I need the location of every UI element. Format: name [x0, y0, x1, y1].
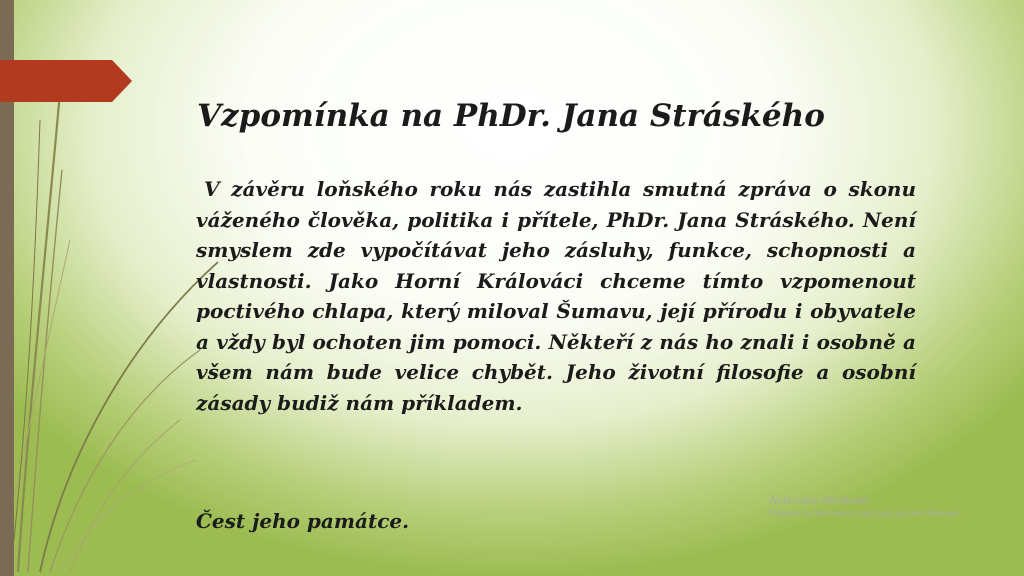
slide-body-text: V závěru loňského roku nás zastihla smutná zpráva o skonu váženého člověka, politika i přítele, PhDr. Jana Stráského. Není smyslem zde vypočítávat jeho zásluhy, funkce, schopnosti a vlastnosti. Jako Horní Králováci chceme tímto vzpomenout poctivého chlapa, který miloval Šumavu, její přírodu i obyvatele a vždy byl ochoten jim pomoci. Někteří z nás ho znali i osobně a všem nám bude velice chybět. Jeho životní filosofie a osobní zásady budiž nám příkladem. — [196, 177, 916, 415]
windows-activation-watermark — [769, 494, 1019, 520]
slide-title: Vzpomínka na PhDr. Jana Stráského — [197, 98, 825, 134]
slide-closing-line: Čest jeho památce. — [196, 509, 410, 533]
accent-arrow-tab — [0, 60, 132, 102]
watermark-title: Aktivujte Windows — [769, 494, 871, 507]
watermark-subtitle: Přejděte do Nastavení a aktivujte systém Windows. — [769, 509, 962, 518]
